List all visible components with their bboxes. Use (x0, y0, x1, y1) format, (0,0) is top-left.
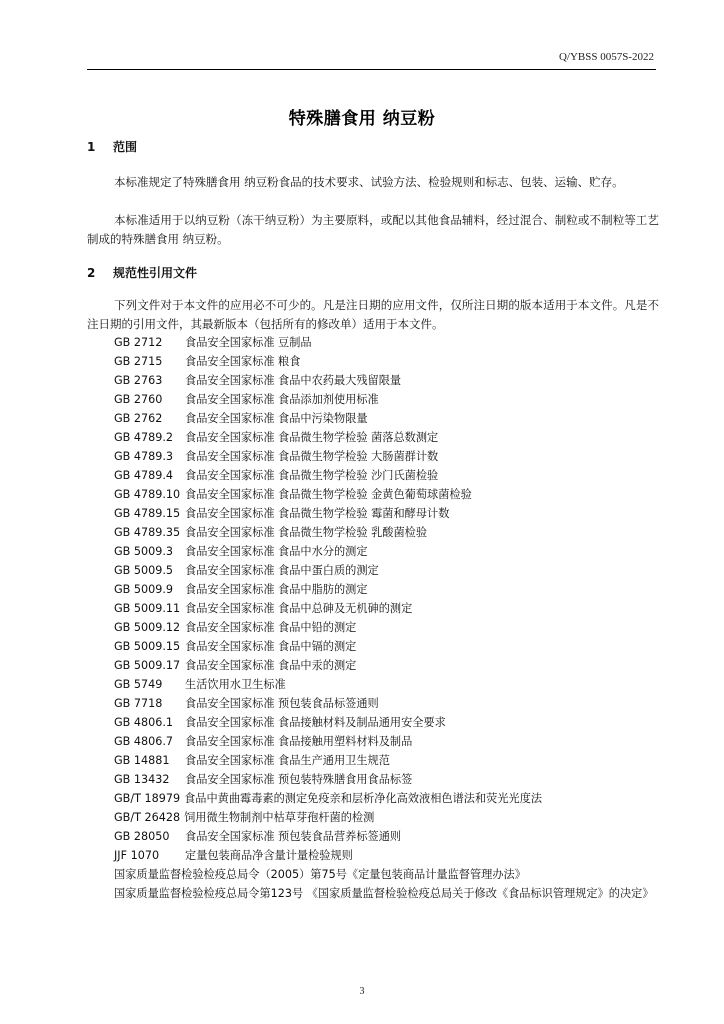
document-code: Q/YBSS 0057S-2022 (558, 51, 654, 63)
reference-title: 饲用微生物制剂中枯草芽孢杆菌的检测 (184, 811, 375, 824)
reference-title: 食品安全国家标准 豆制品 (185, 336, 312, 349)
reference-item (114, 371, 674, 390)
reference-item (114, 333, 674, 352)
reference-item (114, 447, 674, 466)
reference-item (114, 827, 674, 846)
reference-title: 食品安全国家标准 食品中蛋白质的测定 (185, 564, 379, 577)
section-title: 规范性引用文件 (113, 266, 198, 280)
reference-code: GB 5009.3 (114, 545, 174, 558)
reference-item (114, 637, 674, 656)
reference-title: 生活饮用水卫生标准 (185, 678, 286, 691)
reference-item (114, 523, 674, 542)
reference-code: GB 5009.17 (114, 659, 181, 672)
reference-code: GB 4806.1 (114, 716, 174, 729)
reference-title: 食品中黄曲霉毒素的测定免疫亲和层析净化高效液相色谱法和荧光光度法 (184, 792, 543, 805)
reference-title: 食品安全国家标准 食品中水分的测定 (185, 545, 368, 558)
decree-item: 国家质量监督检验检疫总局令（2005）第75号《定量包装商品计量监督管理办法》 (114, 868, 526, 881)
reference-code: GB 2763 (114, 374, 163, 387)
reference-code: GB 4789.3 (114, 450, 174, 463)
section-2-paragraph-1: 下列文件对于本文件的应用必不可少的。凡是注日期的应用文件，仅所注日期的版本适用于本文件。凡是不注日期的引用文件，其最新版本（包括所有的修改单）适用于本文件。 (87, 298, 659, 331)
reference-item (114, 504, 674, 523)
reference-item (114, 580, 674, 599)
reference-item (114, 808, 674, 827)
reference-item (114, 656, 674, 675)
reference-code: GB 5009.12 (114, 621, 181, 634)
reference-title: 食品安全国家标准 食品微生物学检验 菌落总数测定 (185, 431, 439, 444)
reference-title: 食品安全国家标准 预包装特殊膳食用食品标签 (185, 773, 413, 786)
reference-code: GB 13432 (114, 773, 170, 786)
reference-item (114, 409, 674, 428)
page-number: 3 (359, 986, 365, 997)
reference-item (114, 751, 674, 770)
reference-code: GB 2715 (114, 355, 163, 368)
reference-item (114, 732, 674, 751)
reference-item (114, 352, 674, 371)
reference-code: GB 7718 (114, 697, 163, 710)
reference-code: JJF 1070 (114, 849, 160, 862)
reference-title: 食品安全国家标准 食品微生物学检验 霉菌和酵母计数 (185, 507, 450, 520)
reference-item (114, 466, 674, 485)
reference-title: 食品安全国家标准 食品中镉的测定 (185, 640, 357, 653)
reference-title: 食品安全国家标准 预包装食品标签通则 (185, 697, 379, 710)
reference-code: GB 4789.15 (114, 507, 181, 520)
reference-item (114, 713, 674, 732)
section-1-paragraph-2: 本标准适用于以纳豆粉（冻干纳豆粉）为主要原料，或配以其他食品辅料，经过混合、制粒或不制粒等工艺制成的特殊膳食用 纳豆粉。 (87, 213, 659, 246)
reference-code: GB 4789.4 (114, 469, 174, 482)
reference-item (114, 599, 674, 618)
reference-item (114, 390, 674, 409)
reference-item (114, 542, 674, 561)
reference-title: 食品安全国家标准 食品生产通用卫生规范 (185, 754, 390, 767)
reference-item (114, 485, 674, 504)
reference-title: 食品安全国家标准 食品接触材料及制品通用安全要求 (185, 716, 446, 729)
section-1-paragraph-1: 本标准规定了特殊膳食用 纳豆粉食品的技术要求、试验方法、检验规则和标志、包装、运输、贮存。 (114, 175, 624, 189)
reference-title: 食品安全国家标准 食品微生物学检验 大肠菌群计数 (185, 450, 439, 463)
section-1-heading (87, 138, 137, 155)
reference-title: 食品安全国家标准 食品中总砷及无机砷的测定 (185, 602, 413, 615)
reference-item (114, 618, 674, 637)
reference-title: 食品安全国家标准 粮食 (185, 355, 301, 368)
reference-item (114, 675, 674, 694)
reference-title: 食品安全国家标准 食品接触用塑料材料及制品 (185, 735, 413, 748)
reference-title: 食品安全国家标准 食品微生物学检验 乳酸菌检验 (185, 526, 428, 539)
reference-item (114, 694, 674, 713)
header-divider (87, 69, 656, 70)
decree-item: 国家质量监督检验检疫总局令第123号 《国家质量监督检验检疫总局关于修改《食品标识管理规定》的决定》 (114, 887, 654, 900)
reference-title: 食品安全国家标准 食品微生物学检验 沙门氏菌检验 (185, 469, 439, 482)
reference-title: 定量包装商品净含量计量检验规则 (185, 849, 353, 862)
reference-code: GB 4789.2 (114, 431, 174, 444)
reference-title: 食品安全国家标准 预包装食品营养标签通则 (185, 830, 402, 843)
reference-item (114, 561, 674, 580)
reference-code: GB 5009.9 (114, 583, 174, 596)
reference-title: 食品安全国家标准 食品微生物学检验 金黄色葡萄球菌检验 (185, 488, 472, 501)
reference-code: GB 2760 (114, 393, 163, 406)
reference-item (114, 770, 674, 789)
reference-code: GB 5009.5 (114, 564, 174, 577)
reference-code: GB 28050 (114, 830, 170, 843)
reference-title: 食品安全国家标准 食品中脂肪的测定 (185, 583, 368, 596)
reference-code: GB 4789.35 (114, 526, 181, 539)
reference-code: GB 14881 (114, 754, 170, 767)
section-title: 范围 (113, 140, 138, 154)
reference-title: 食品安全国家标准 食品中汞的测定 (185, 659, 357, 672)
reference-code: GB 5009.15 (114, 640, 181, 653)
section-number: 2 (87, 266, 96, 280)
reference-title: 食品安全国家标准 食品中污染物限量 (185, 412, 368, 425)
reference-code: GB 2712 (114, 336, 163, 349)
section-number: 1 (87, 140, 96, 154)
reference-list (114, 333, 674, 865)
reference-code: GB 4789.10 (114, 488, 181, 501)
reference-item (114, 846, 674, 865)
reference-title: 食品安全国家标准 食品中铅的测定 (185, 621, 357, 634)
reference-title: 食品安全国家标准 食品中农药最大残留限量 (185, 374, 402, 387)
reference-code: GB 4806.7 (114, 735, 174, 748)
page-title: 特殊膳食用 纳豆粉 (288, 109, 436, 129)
reference-code: GB/T 18979 (114, 792, 181, 805)
reference-code: GB 5009.11 (114, 602, 181, 615)
reference-code: GB 2762 (114, 412, 163, 425)
reference-code: GB/T 26428 (114, 811, 181, 824)
reference-item (114, 428, 674, 447)
reference-code: GB 5749 (114, 678, 163, 691)
section-2-heading (87, 264, 197, 281)
reference-item (114, 789, 674, 808)
reference-title: 食品安全国家标准 食品添加剂使用标准 (185, 393, 379, 406)
